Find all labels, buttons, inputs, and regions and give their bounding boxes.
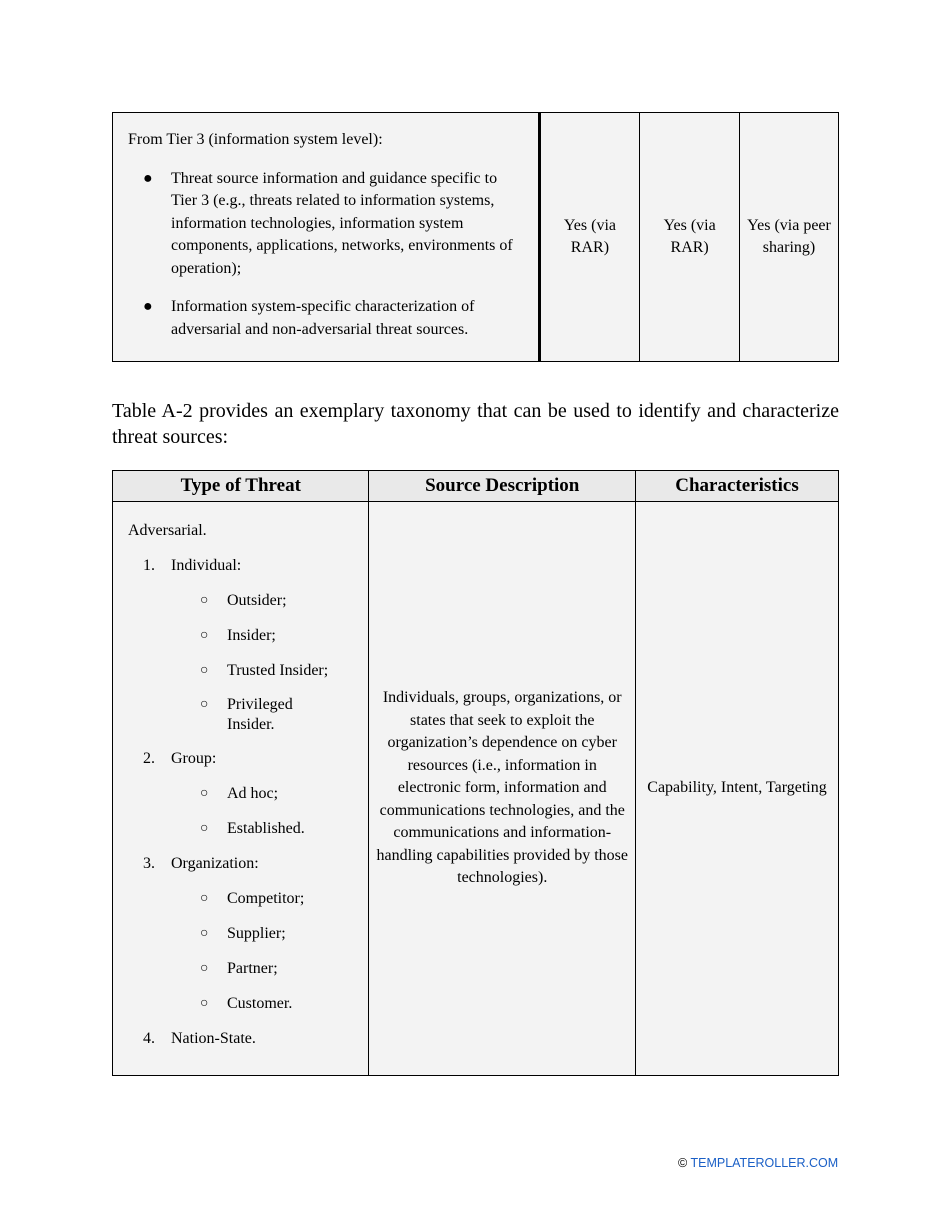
list-item-text: Trusted Insider; [227, 662, 329, 679]
threat-types-cell [113, 502, 369, 1076]
source-description-cell: Individuals, groups, organizations, or states that seek to exploit the organization’s dependence on cyber resources (i.e., information in electronic form, information and communications technologies, and the communications and information-handling capabilities provided by those technologies). [369, 502, 636, 1076]
list-item-text: Supplier; [227, 924, 286, 942]
tier3-col2-cell: Yes (via RAR) [539, 113, 640, 362]
list-item [128, 818, 362, 841]
tier3-bullet [128, 296, 526, 341]
templateroller-link[interactable]: TEMPLATEROLLER.COM [690, 1156, 839, 1170]
circle-bullet-icon: ○ [200, 925, 209, 941]
list-item [128, 695, 362, 735]
circle-bullet-icon: ○ [200, 628, 209, 643]
list-item [128, 888, 362, 911]
bullet-icon: ● [143, 169, 153, 187]
list-item-text: Established. [227, 819, 305, 837]
adversarial-label: Adversarial. [128, 522, 207, 539]
circle-bullet-icon: ○ [200, 785, 209, 801]
circle-bullet-icon: ○ [200, 960, 209, 976]
tier3-bullet-text: Threat source information and guidance specific to Tier 3 (e.g., threats related to information systems, information technologies, information system components, applications, networks, environments of operation); [171, 169, 513, 277]
tier3-bullet [128, 168, 526, 281]
list-item [128, 783, 362, 806]
group-item [128, 748, 362, 771]
list-item-text: Outsider; [227, 592, 287, 609]
list-item [128, 660, 362, 683]
header-source-description: Source Description [369, 471, 636, 502]
tier3-description-cell [113, 113, 540, 362]
group-label: Individual: [171, 557, 242, 574]
circle-bullet-icon: ○ [200, 820, 209, 836]
tier3-table [112, 112, 839, 362]
circle-bullet-icon: ○ [200, 890, 209, 906]
group-item [128, 555, 362, 578]
group-item [128, 1028, 362, 1051]
list-item [128, 625, 362, 648]
group-label: Group: [171, 749, 217, 767]
list-item [128, 590, 362, 613]
header-type-of-threat: Type of Threat [113, 471, 369, 502]
header-characteristics: Characteristics [636, 471, 839, 502]
list-number: 1. [143, 557, 155, 574]
threat-taxonomy-table [112, 470, 839, 1076]
intro-paragraph: Table A-2 provides an exemplary taxonomy that can be used to identify and characterize threat sources: [112, 400, 839, 448]
list-item-text: Partner; [227, 959, 278, 977]
list-item-text: Ad hoc; [227, 784, 279, 802]
list-item [128, 923, 362, 946]
circle-bullet-icon: ○ [200, 995, 209, 1011]
list-item [128, 958, 362, 981]
group-item [128, 853, 362, 876]
tier3-col3-cell: Yes (via RAR) [640, 113, 740, 362]
list-item-text: Insider; [227, 627, 276, 644]
list-item [128, 993, 362, 1016]
circle-bullet-icon: ○ [200, 663, 209, 678]
list-number: 2. [143, 749, 155, 767]
table-row [113, 502, 839, 1076]
tier3-bullet-text: Information system-specific characterization of adversarial and non-adversarial threat sources. [171, 298, 475, 338]
group-label: Organization: [171, 854, 259, 872]
header-row [113, 471, 839, 502]
tier3-row [113, 113, 839, 362]
list-number: 3. [143, 854, 155, 872]
list-number: 4. [143, 1029, 155, 1047]
circle-bullet-icon: ○ [200, 697, 209, 712]
bullet-icon: ● [143, 298, 153, 315]
circle-bullet-icon: ○ [200, 593, 209, 608]
list-item-text: Customer. [227, 994, 293, 1012]
tier3-col4-cell: Yes (via peer sharing) [740, 113, 839, 362]
list-item-text: Competitor; [227, 889, 305, 907]
tier3-intro: From Tier 3 (information system level): [128, 131, 383, 148]
list-item-text: Privileged Insider. [227, 696, 293, 733]
copyright-icon: © [678, 1156, 688, 1170]
characteristics-cell: Capability, Intent, Targeting [636, 502, 839, 1076]
footer-credit [678, 1156, 838, 1170]
group-label: Nation-State. [171, 1029, 256, 1047]
